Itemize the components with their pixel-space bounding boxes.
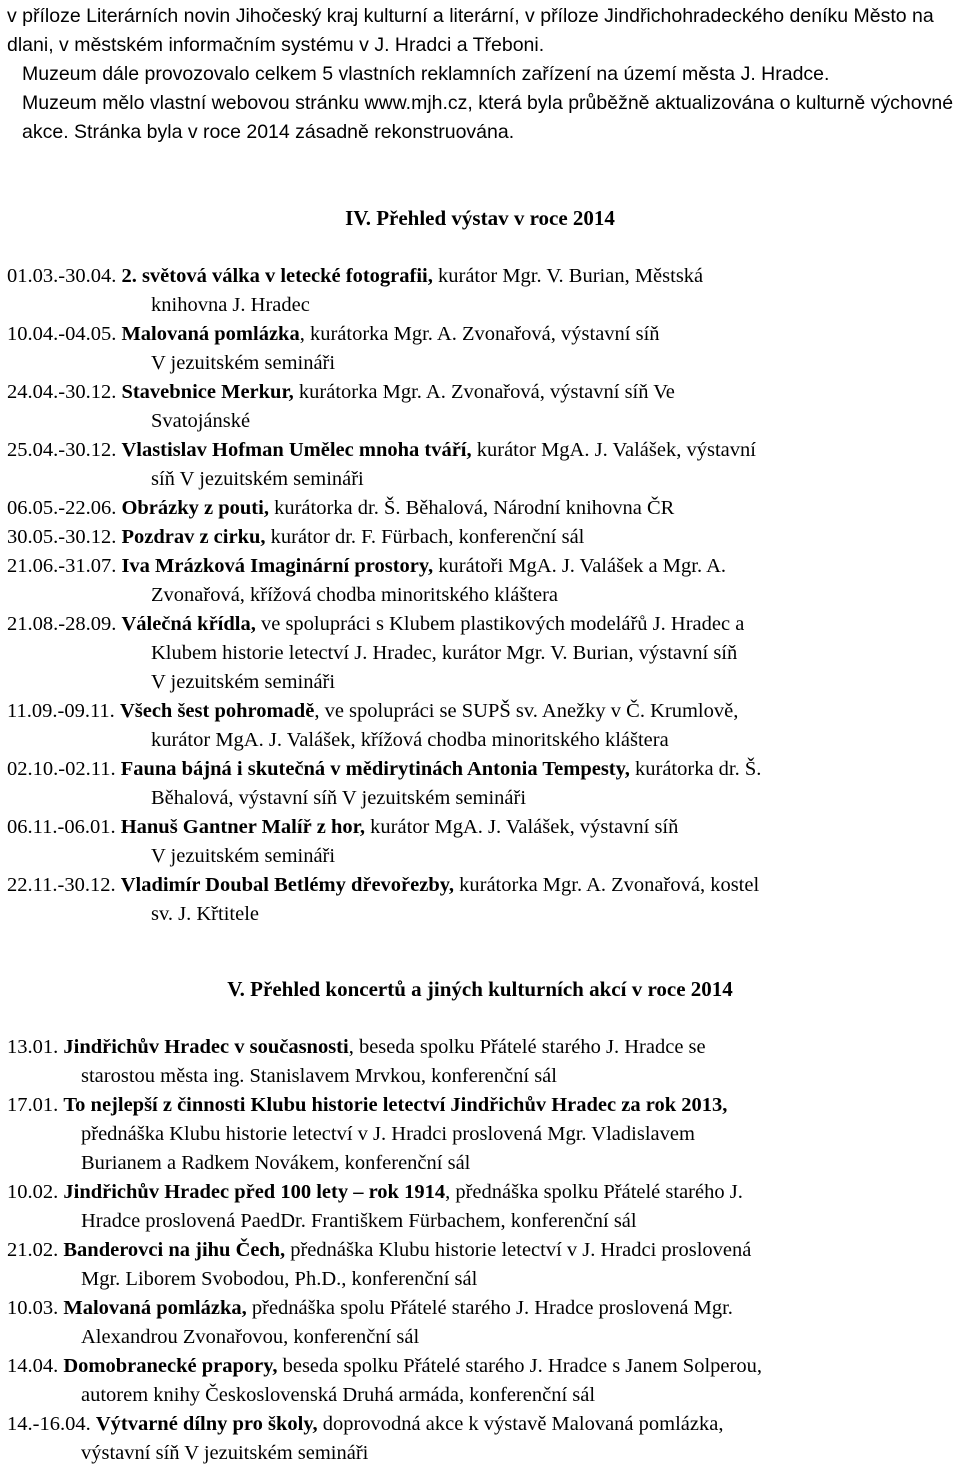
entry-line xyxy=(7,1178,957,1207)
section-4-heading: IV. Přehled výstav v roce 2014 xyxy=(345,206,615,230)
entry-line xyxy=(7,523,957,552)
entry-date: 10.04.-04.05. xyxy=(7,323,117,345)
entry-title: Jindřichův Hradec v současnosti xyxy=(63,1036,349,1058)
entry-line xyxy=(7,1294,957,1323)
entry-date: 10.03. xyxy=(7,1297,59,1319)
list-item xyxy=(7,1352,957,1410)
entry-line xyxy=(7,1091,957,1120)
entry-title: Vlastislav Hofman Umělec mnoha tváří, xyxy=(121,439,472,461)
entry-continuation: starostou města ing. Stanislavem Mrvkou, konferenční sál xyxy=(81,1065,557,1087)
entry-title: Všech šest pohromadě xyxy=(119,700,315,722)
list-item xyxy=(7,1236,957,1294)
entry-details: kurátor MgA. J. Valášek, výstavní xyxy=(476,439,756,461)
entry-details: ve spolupráci s Klubem plastikových modelářů J. Hradec a xyxy=(260,613,745,635)
entry-date: 24.04.-30.12. xyxy=(7,381,117,403)
events-list xyxy=(7,1033,957,1468)
entry-date: 06.05.-22.06. xyxy=(7,497,117,519)
entry-continuation: autorem knihy Československá Druhá armáda, konferenční sál xyxy=(81,1384,596,1406)
entry-line xyxy=(7,871,957,900)
list-item xyxy=(7,378,957,436)
entry-continuation: Běhalová, výstavní síň V jezuitském semináři xyxy=(151,787,527,809)
list-item xyxy=(7,610,957,697)
entry-continuation: V jezuitském semináři xyxy=(151,845,336,867)
entry-title: To nejlepší z činnosti Klubu historie letectví Jindřichův Hradec za rok 2013, xyxy=(63,1094,728,1116)
entry-continuation: Svatojánské xyxy=(151,410,251,432)
list-item xyxy=(7,320,957,378)
section-5-heading: V. Přehled koncertů a jiných kulturních akcí v roce 2014 xyxy=(227,977,733,1001)
list-item xyxy=(7,552,957,610)
entry-continuation: knihovna J. Hradec xyxy=(151,294,310,316)
entry-details: přednáška Klubu historie letectví v J. Hradci proslovená xyxy=(290,1239,752,1261)
entry-date: 17.01. xyxy=(7,1094,59,1116)
entry-date: 01.03.-30.04. xyxy=(7,265,117,287)
entry-line xyxy=(7,320,957,349)
entry-date: 11.09.-09.11. xyxy=(7,700,115,722)
entry-date: 21.08.-28.09. xyxy=(7,613,117,635)
entry-continuation: Hradce proslovená PaedDr. Františkem Fürbachem, konferenční sál xyxy=(81,1210,637,1232)
list-item xyxy=(7,436,957,494)
entry-continuation: Klubem historie letectví J. Hradec, kurátor Mgr. V. Burian, výstavní síň xyxy=(151,642,738,664)
entry-title: Pozdrav z cirku, xyxy=(121,526,266,548)
entry-details: kurátor Mgr. V. Burian, Městská xyxy=(438,265,704,287)
entry-title: Válečná křídla, xyxy=(121,613,256,635)
list-item xyxy=(7,813,957,871)
entry-line xyxy=(7,1410,957,1439)
entry-date: 14.04. xyxy=(7,1355,59,1377)
list-item xyxy=(7,1410,957,1468)
entry-title: Iva Mrázková Imaginární prostory, xyxy=(121,555,434,577)
entry-details: , kurátorka Mgr. A. Zvonařová, výstavní síň xyxy=(299,323,660,345)
entry-continuation: Burianem a Radkem Novákem, konferenční sál xyxy=(81,1152,471,1174)
entry-continuation: Zvonařová, křížová chodba minoritského kláštera xyxy=(151,584,559,606)
entry-continuation: síň V jezuitském semináři xyxy=(151,468,364,490)
entry-title: Malovaná pomlázka, xyxy=(63,1297,247,1319)
entry-date: 13.01. xyxy=(7,1036,59,1058)
entry-details: přednáška spolu Přátelé starého J. Hradce proslovená Mgr. xyxy=(251,1297,733,1319)
entry-line xyxy=(7,262,957,291)
entry-date: 21.06.-31.07. xyxy=(7,555,117,577)
entry-date: 22.11.-30.12. xyxy=(7,874,116,896)
entry-details: , přednáška spolku Přátelé starého J. xyxy=(445,1181,743,1203)
entry-details: kurátor dr. F. Fürbach, konferenční sál xyxy=(270,526,585,548)
entry-title: Vladimír Doubal Betlémy dřevořezby, xyxy=(120,874,454,896)
entry-line xyxy=(7,610,957,639)
entry-title: 2. světová válka v letecké fotografii, xyxy=(121,265,433,287)
list-item xyxy=(7,494,957,523)
entry-line xyxy=(7,1033,957,1062)
entry-date: 06.11.-06.01. xyxy=(7,816,116,838)
exhibitions-list xyxy=(7,262,957,929)
entry-line xyxy=(7,697,957,726)
list-item xyxy=(7,697,957,755)
entry-title: Jindřichův Hradec před 100 lety – rok 1914 xyxy=(63,1181,446,1203)
entry-continuation: výstavní síň V jezuitském semináři xyxy=(81,1442,369,1464)
entry-continuation: Mgr. Liborem Svobodou, Ph.D., konferenční sál xyxy=(81,1268,478,1290)
entry-continuation: V jezuitském semináři xyxy=(151,352,336,374)
entry-details: kurátorka dr. Š. xyxy=(635,758,762,780)
entry-details: doprovodná akce k výstavě Malovaná pomlázka, xyxy=(322,1413,724,1435)
entry-details: kurátorka Mgr. A. Zvonařová, kostel xyxy=(459,874,760,896)
list-item xyxy=(7,755,957,813)
entry-line xyxy=(7,494,957,523)
intro-paragraph-1: v příloze Literárních novin Jihočeský kraj kulturní a literární, v příloze Jindřichohradeckého deníku Město na dlani, v městském informačním systému v J. Hradci a Třeboni. xyxy=(7,5,934,56)
list-item xyxy=(7,871,957,929)
list-item xyxy=(7,1091,957,1178)
entry-details: kurátorka Mgr. A. Zvonařová, výstavní síň Ve xyxy=(298,381,675,403)
entry-details: kurátoři MgA. J. Valášek a Mgr. A. xyxy=(438,555,726,577)
entry-title: Stavebnice Merkur, xyxy=(121,381,294,403)
entry-date: 30.05.-30.12. xyxy=(7,526,117,548)
intro-text xyxy=(7,2,957,147)
entry-title: Domobranecké prapory, xyxy=(63,1355,278,1377)
entry-line xyxy=(7,436,957,465)
entry-line xyxy=(7,552,957,581)
entry-date: 25.04.-30.12. xyxy=(7,439,117,461)
entry-date: 14.-16.04. xyxy=(7,1413,91,1435)
entry-continuation: přednáška Klubu historie letectví v J. Hradci proslovená Mgr. Vladislavem xyxy=(81,1123,695,1145)
intro-paragraph-2: Muzeum dále provozovalo celkem 5 vlastních reklamních zařízení na území města J. Hradce. xyxy=(22,63,830,85)
list-item xyxy=(7,1178,957,1236)
entry-title: Výtvarné dílny pro školy, xyxy=(95,1413,318,1435)
list-item xyxy=(7,262,957,320)
entry-continuation: Alexandrou Zvonařovou, konferenční sál xyxy=(81,1326,420,1348)
entry-title: Banderovci na jihu Čech, xyxy=(63,1239,286,1261)
entry-line xyxy=(7,755,957,784)
entry-line xyxy=(7,1352,957,1381)
list-item xyxy=(7,1294,957,1352)
entry-details: beseda spolku Přátelé starého J. Hradce s Janem Solperou, xyxy=(282,1355,762,1377)
entry-details: kurátor MgA. J. Valášek, výstavní síň xyxy=(370,816,679,838)
entry-continuation: V jezuitském semináři xyxy=(151,671,336,693)
list-item xyxy=(7,523,957,552)
entry-line xyxy=(7,813,957,842)
entry-details: , beseda spolku Přátelé starého J. Hradce se xyxy=(348,1036,706,1058)
entry-continuation: kurátor MgA. J. Valášek, křížová chodba minoritského kláštera xyxy=(151,729,669,751)
entry-line xyxy=(7,378,957,407)
entry-line xyxy=(7,1236,957,1265)
entry-title: Malovaná pomlázka xyxy=(121,323,300,345)
intro-paragraph-3: Muzeum mělo vlastní webovou stránku www.mjh.cz, která byla průběžně aktualizována o kulturně výchovné akce. Stránka byla v roce 2014 zásadně rekonstruována. xyxy=(22,92,954,143)
entry-date: 10.02. xyxy=(7,1181,59,1203)
entry-details: , ve spolupráci se SUPŠ sv. Anežky v Č. Krumlově, xyxy=(314,700,739,722)
entry-date: 21.02. xyxy=(7,1239,59,1261)
entry-title: Fauna bájná i skutečná v mědirytinách Antonia Tempesty, xyxy=(120,758,630,780)
list-item xyxy=(7,1033,957,1091)
entry-details: kurátorka dr. Š. Běhalová, Národní knihovna ČR xyxy=(274,497,675,519)
entry-continuation: sv. J. Křtitele xyxy=(151,903,259,925)
entry-title: Obrázky z pouti, xyxy=(121,497,269,519)
entry-date: 02.10.-02.11. xyxy=(7,758,116,780)
entry-title: Hanuš Gantner Malíř z hor, xyxy=(120,816,366,838)
